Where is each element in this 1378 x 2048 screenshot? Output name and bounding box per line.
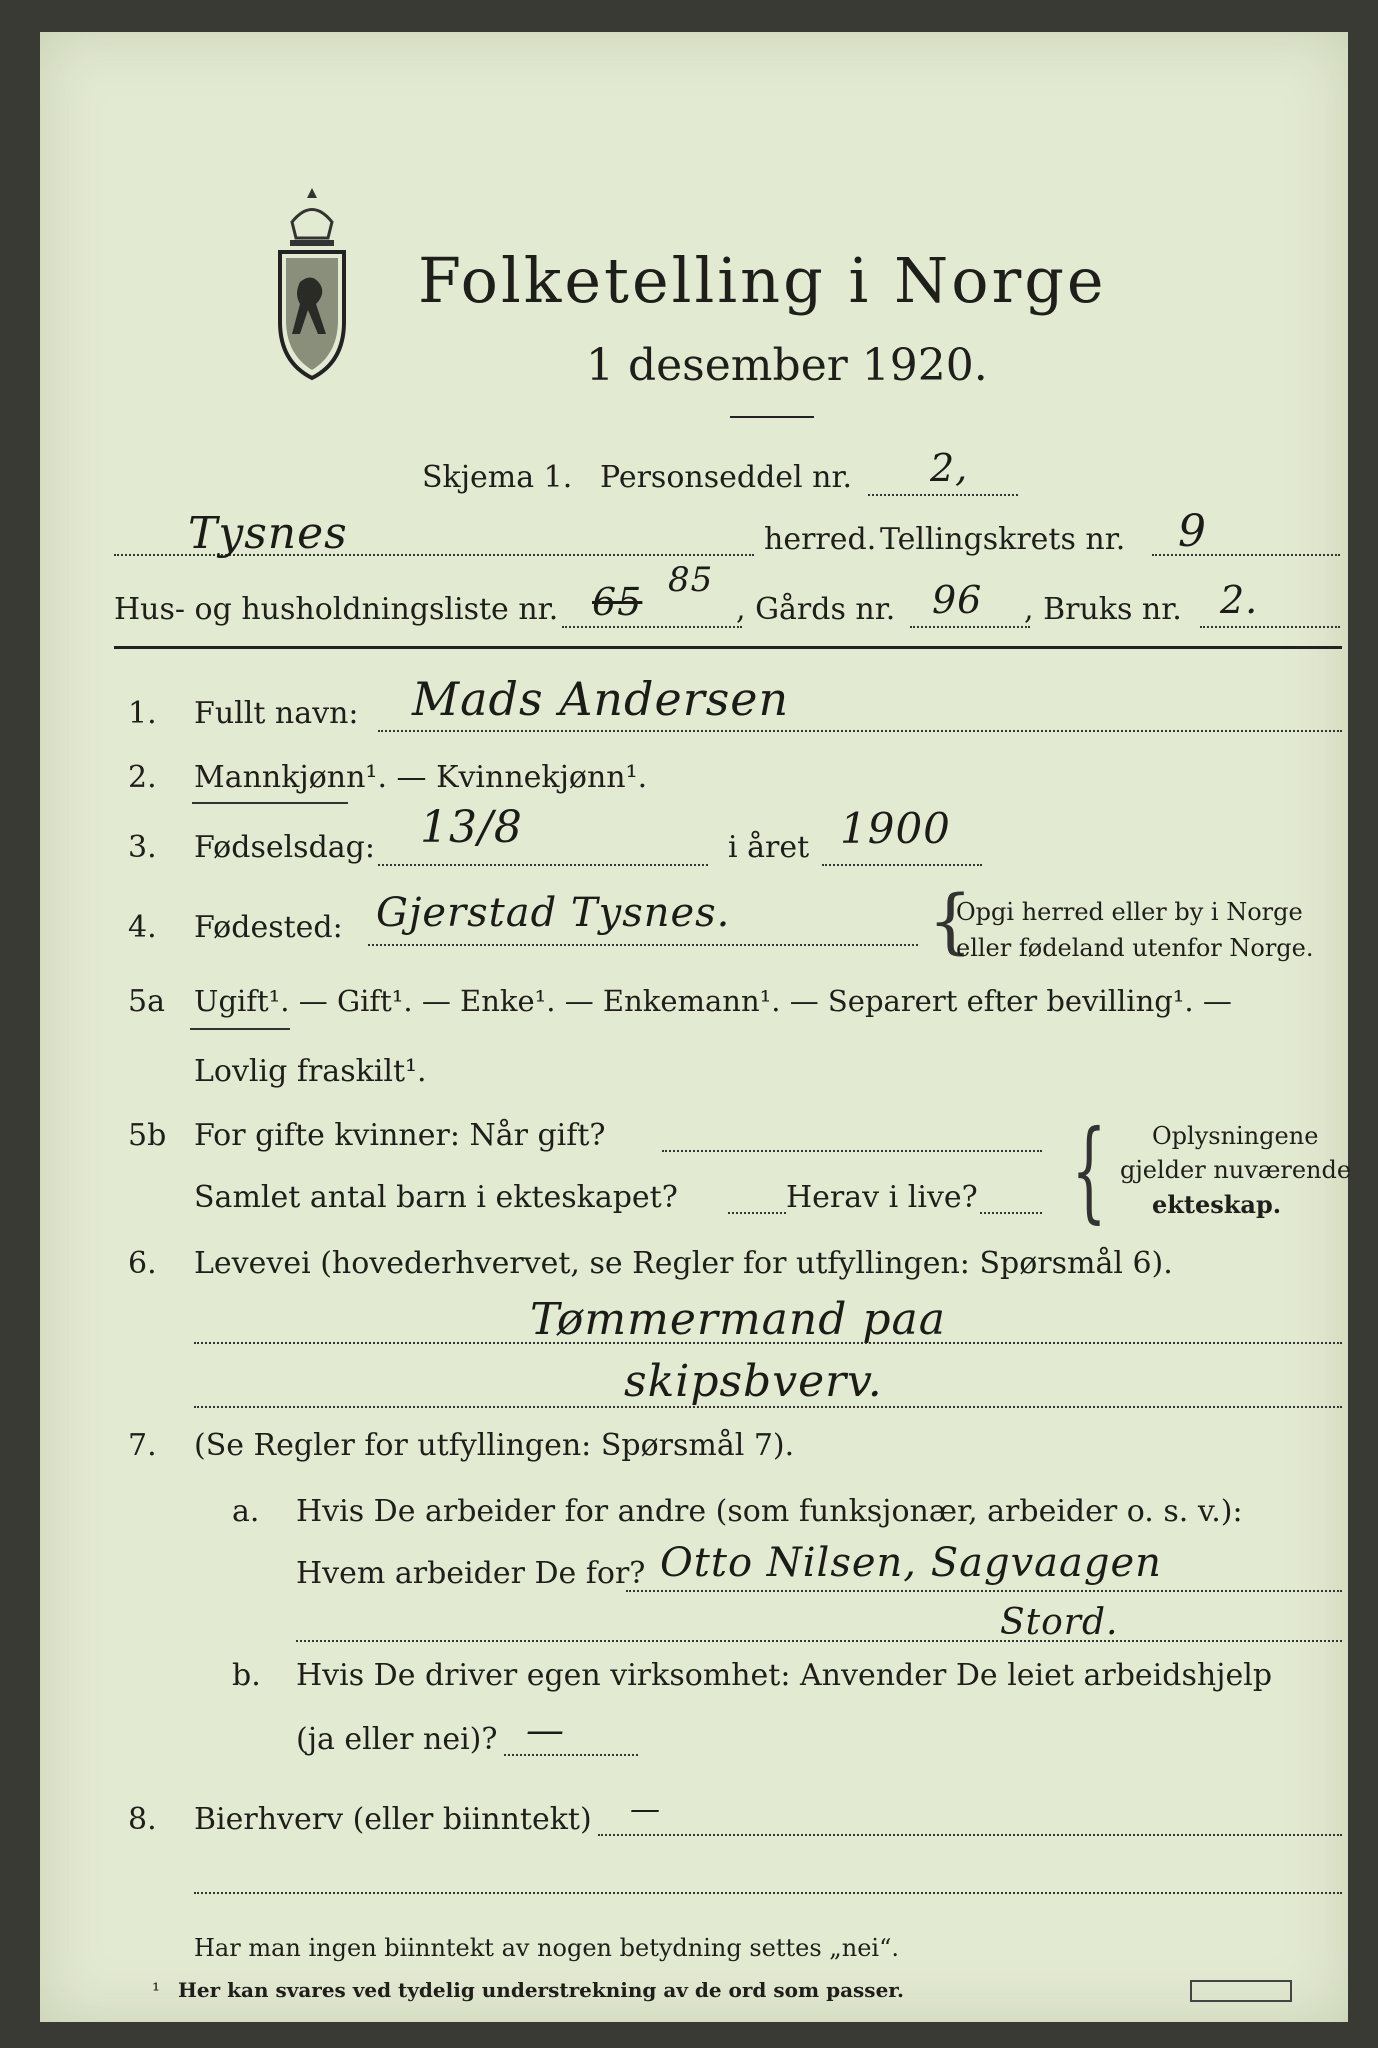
footer-note: Har man ingen biinntekt av nogen betydning settes „nei“. bbox=[194, 1934, 899, 1962]
personseddel-value: 2, bbox=[930, 446, 969, 490]
bruks-line bbox=[1200, 626, 1340, 628]
q5b-alive-line bbox=[980, 1212, 1042, 1214]
personseddel-label: Personseddel nr. bbox=[600, 460, 853, 495]
q3-label: Fødselsdag: bbox=[194, 830, 375, 865]
gards-label: , Gårds nr. bbox=[736, 592, 896, 627]
q5b-note-line3: ekteskap. bbox=[1152, 1190, 1282, 1219]
q2-options: Mannkjønn¹. — Kvinnekjønn¹. bbox=[194, 760, 648, 795]
q7a-line1: Hvis De arbeider for andre (som funksjonær, arbeider o. s. v.): bbox=[296, 1494, 1243, 1529]
q1-value: Mads Andersen bbox=[412, 672, 790, 726]
footnote-text: Her kan svares ved tydelig understrekning av de ord som passer. bbox=[178, 1978, 904, 2002]
q6-value-line2: skipsbverv. bbox=[624, 1356, 883, 1407]
header-divider bbox=[730, 416, 814, 418]
q7a-line-continued bbox=[296, 1640, 1342, 1642]
q4-number: 4. bbox=[128, 910, 157, 945]
q7-number: 7. bbox=[128, 1428, 157, 1463]
q4-value: Gjerstad Tysnes. bbox=[376, 890, 731, 936]
q4-line bbox=[368, 944, 918, 946]
schema-label: Skjema 1. bbox=[422, 460, 573, 495]
q8-number: 8. bbox=[128, 1802, 157, 1837]
census-date: 1 desember 1920. bbox=[586, 340, 988, 391]
tellingskrets-label: Tellingskrets nr. bbox=[880, 522, 1126, 557]
section-divider bbox=[114, 646, 1342, 649]
q7b-line bbox=[504, 1754, 638, 1756]
q6-label: Levevei (hovederhvervet, se Regler for utfyllingen: Spørsmål 6). bbox=[194, 1246, 1173, 1281]
bruks-value: 2. bbox=[1220, 578, 1259, 622]
q5b-number: 5b bbox=[128, 1118, 167, 1153]
q8-line bbox=[598, 1834, 1342, 1836]
q5a-line1: Ugift¹. — Gift¹. — Enke¹. — Enkemann¹. — Separert efter bevilling¹. — bbox=[194, 984, 1232, 1018]
q5b-brace: { bbox=[1071, 1106, 1107, 1234]
q8-value: — bbox=[630, 1792, 661, 1827]
q2-mannkjonn-underline bbox=[192, 802, 348, 804]
q3-line bbox=[378, 864, 708, 866]
herred-value: Tysnes bbox=[188, 508, 348, 559]
q5a-ugift-underline bbox=[190, 1028, 290, 1030]
q4-note-line1: Opgi herred eller by i Norge bbox=[956, 898, 1303, 926]
q3-year-value: 1900 bbox=[840, 804, 951, 853]
husholdningsliste-value: 65 bbox=[592, 580, 643, 624]
printer-stamp bbox=[1190, 1980, 1292, 2002]
q7b-value: — bbox=[526, 1708, 565, 1752]
husholdningsliste-correction: 85 bbox=[668, 560, 714, 600]
tellingskrets-value: 9 bbox=[1178, 506, 1207, 557]
q7a-number: a. bbox=[232, 1494, 260, 1529]
q7b-line2: (ja eller nei)? bbox=[296, 1722, 498, 1757]
herred-label: herred. bbox=[764, 522, 877, 557]
q1-number: 1. bbox=[128, 696, 157, 731]
q7a-line bbox=[626, 1590, 1342, 1592]
q6-value-line1: Tømmermand paa bbox=[530, 1294, 947, 1345]
q3-year-line bbox=[822, 864, 982, 866]
personseddel-line bbox=[868, 494, 1018, 496]
q7b-line1: Hvis De driver egen virksomhet: Anvender De leiet arbeidshjelp bbox=[296, 1658, 1273, 1693]
census-form-sheet bbox=[40, 32, 1352, 2022]
q1-label: Fullt navn: bbox=[194, 696, 359, 731]
q5b-married-line bbox=[662, 1150, 1042, 1152]
gards-line bbox=[910, 626, 1030, 628]
husholdningsliste-line bbox=[562, 626, 742, 628]
bruks-label: , Bruks nr. bbox=[1024, 592, 1182, 627]
q5b-alive-label: Herav i live? bbox=[786, 1180, 978, 1215]
q7a-value-line1: Otto Nilsen, Sagvaagen bbox=[660, 1540, 1162, 1586]
q4-brace: { bbox=[928, 880, 973, 962]
q7a-line2: Hvem arbeider De for? bbox=[296, 1556, 646, 1591]
form-title: Folketelling i Norge bbox=[418, 244, 1107, 317]
q8-label: Bierhverv (eller biinntekt) bbox=[194, 1802, 592, 1837]
q5b-children-line bbox=[728, 1212, 786, 1214]
husholdningsliste-label: Hus- og husholdningsliste nr. bbox=[114, 592, 559, 627]
q3-value: 13/8 bbox=[420, 802, 523, 853]
coat-of-arms-icon bbox=[262, 182, 362, 382]
q7b-number: b. bbox=[232, 1658, 261, 1693]
q5b-line1: For gifte kvinner: Når gift? bbox=[194, 1118, 606, 1153]
q8-line-continued bbox=[194, 1892, 1342, 1894]
q1-line bbox=[378, 730, 1342, 732]
q5b-children-label: Samlet antal barn i ekteskapet? bbox=[194, 1180, 678, 1215]
q4-label: Fødested: bbox=[194, 910, 343, 945]
q5b-note-line1: Oplysningene bbox=[1152, 1122, 1319, 1150]
q7-label: (Se Regler for utfyllingen: Spørsmål 7). bbox=[194, 1428, 795, 1463]
q4-note-line2: eller fødeland utenfor Norge. bbox=[956, 934, 1314, 962]
footnote-mark: ¹ bbox=[152, 1978, 161, 2002]
q6-number: 6. bbox=[128, 1246, 157, 1281]
q5a-number: 5a bbox=[128, 984, 165, 1019]
q7a-value-line2: Stord. bbox=[1000, 1602, 1119, 1643]
q3-number: 3. bbox=[128, 830, 157, 865]
q5a-line2: Lovlig fraskilt¹. bbox=[194, 1054, 427, 1089]
gards-value: 96 bbox=[932, 578, 983, 622]
q5b-note-line2: gjelder nuværende bbox=[1120, 1156, 1352, 1184]
q2-number: 2. bbox=[128, 760, 157, 795]
q3-year-label: i året bbox=[728, 830, 810, 865]
